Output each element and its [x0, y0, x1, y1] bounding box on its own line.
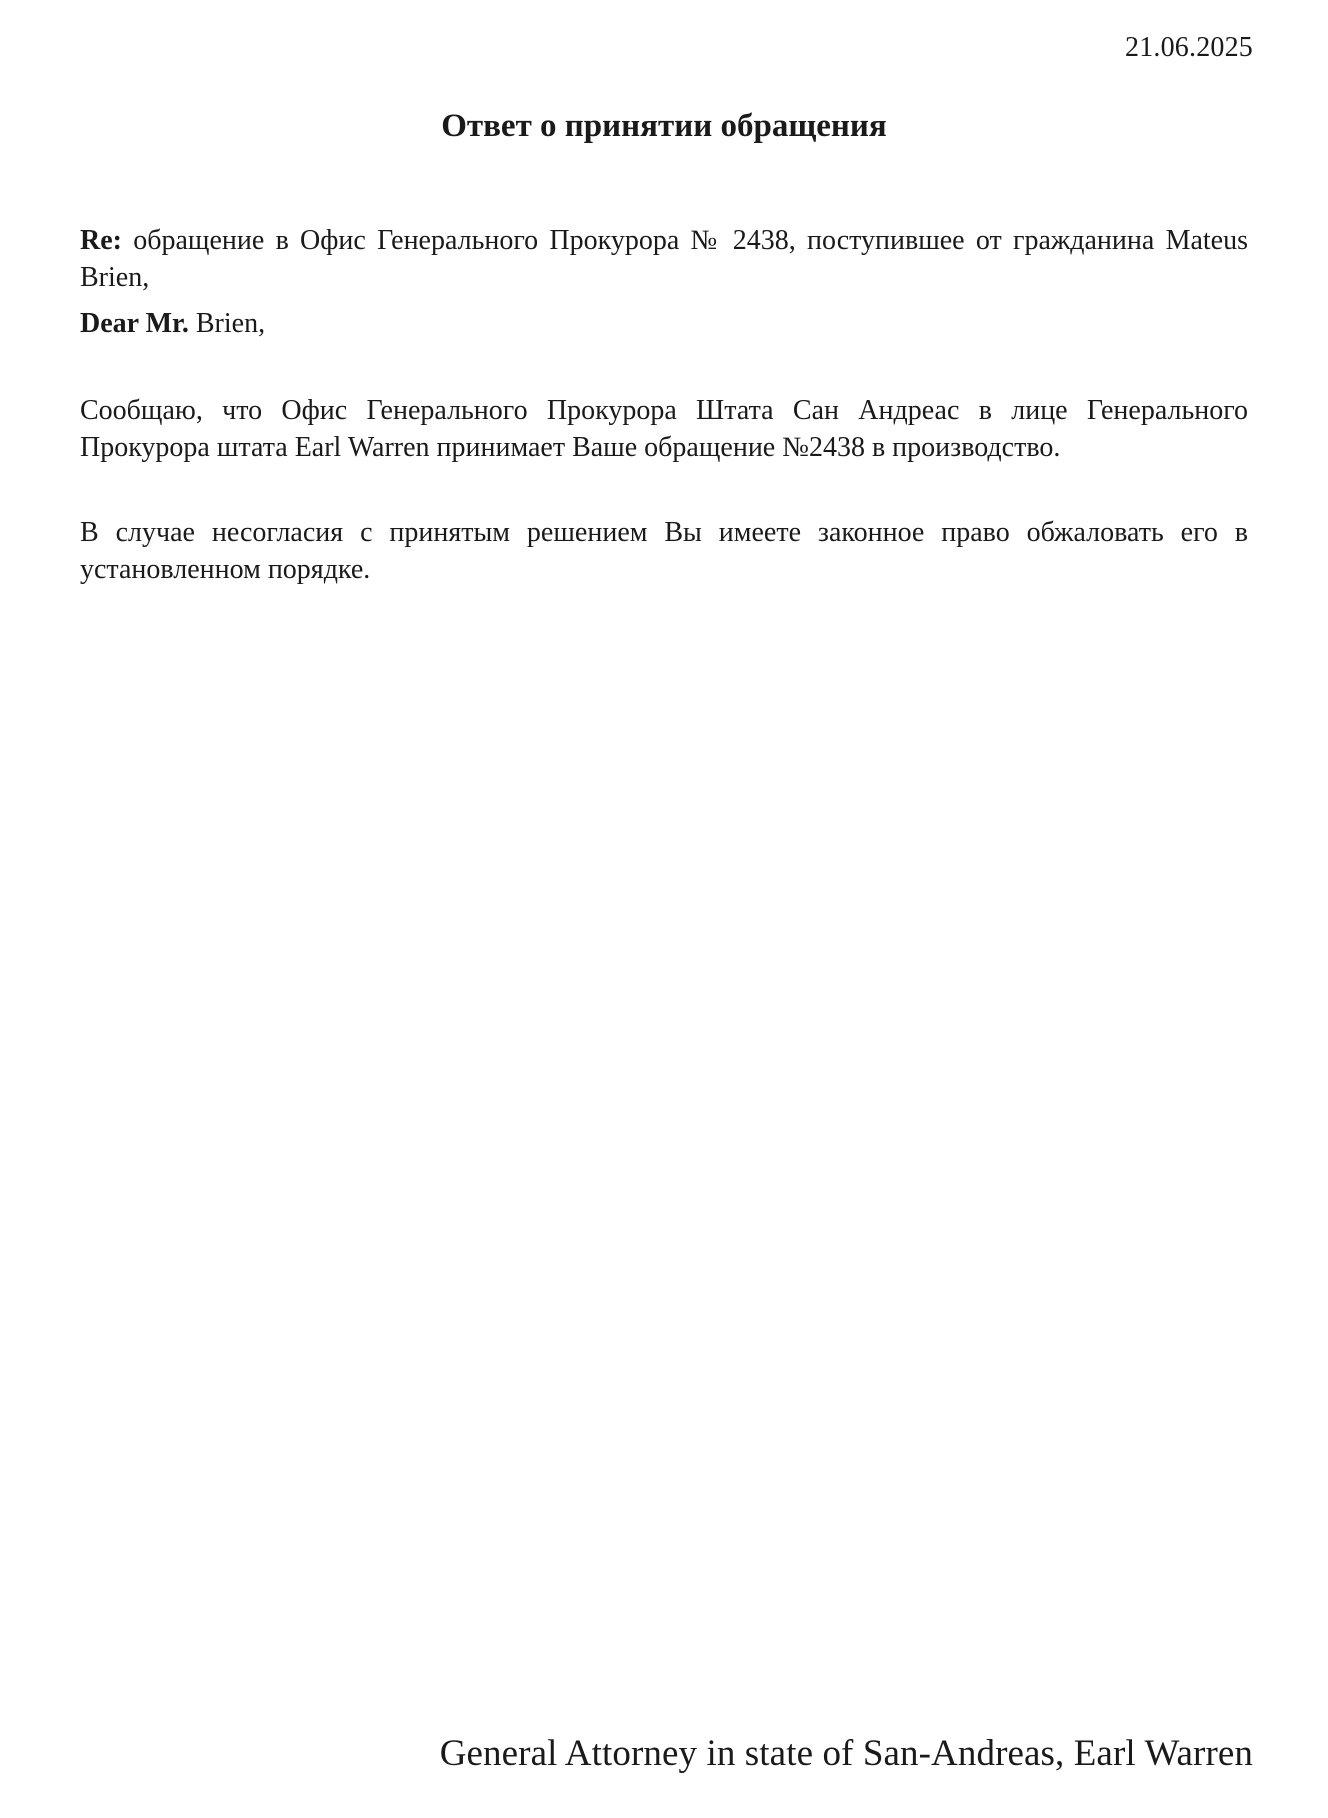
document-date: 21.06.2025: [1125, 32, 1253, 63]
re-line: [80, 222, 1248, 296]
re-text: обращение в Офис Генерального Прокурора № 2438, поступившее от гражданина Mateus Brien,: [80, 225, 1248, 293]
signature-line: General Attorney in state of San-Andreas, Earl Warren: [439, 1733, 1253, 1774]
document-body: [80, 222, 1248, 588]
document-title: Ответ о принятии обращения: [441, 108, 887, 144]
greeting-label: Dear Mr.: [80, 308, 189, 339]
paragraph-acceptance: Сообщаю, что Офис Генерального Прокурора Штата Сан Андреас в лице Генерального Прокурора штата Earl Warren принимает Ваше обращение №2438 в производство.: [80, 395, 1248, 463]
greeting-line: [80, 305, 1248, 342]
re-label: Re:: [80, 225, 122, 256]
paragraph-appeal: В случае несогласия с принятым решением Вы имеете законное право обжаловать его в установленном порядке.: [80, 517, 1248, 585]
greeting-text: Brien,: [195, 308, 266, 339]
